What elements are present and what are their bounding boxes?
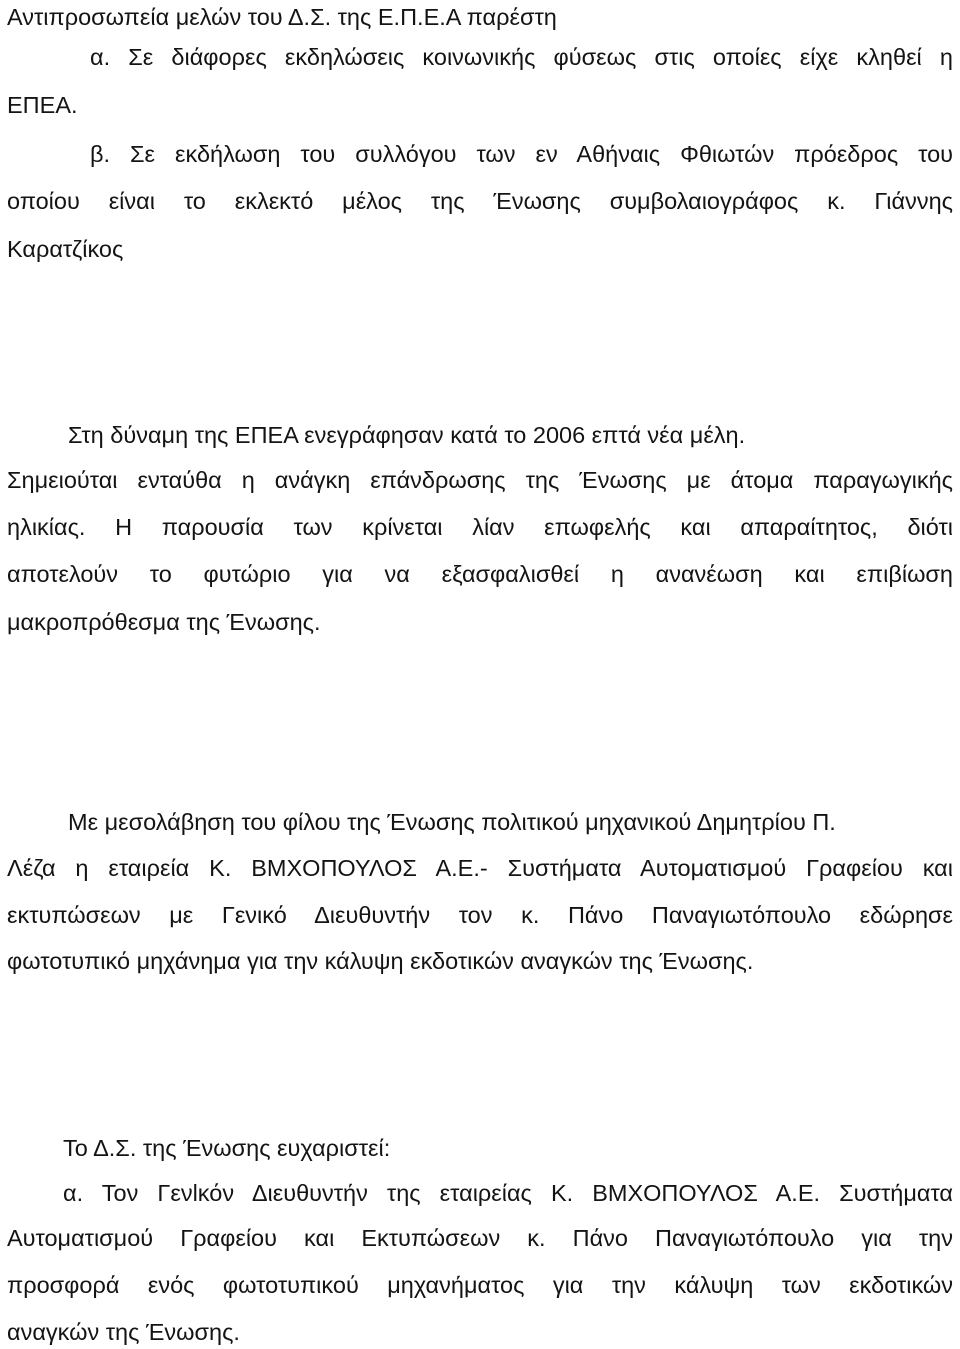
paragraph-line: Το Δ.Σ. της Ένωσης ευχαριστεί:: [63, 1135, 391, 1161]
paragraph-line: Σημειούται ενταύθα η ανάγκη επάνδρωσης της Ένωσης με άτομα παραγωγικής: [7, 467, 953, 493]
paragraph-line: αποτελούν το φυτώριο για να εξασφαλισθεί η ανανέωση και επιβίωση: [7, 561, 953, 587]
paragraph-line: Με μεσολάβηση του φίλου της Ένωσης πολιτικού μηχανικού Δημητρίου Π.: [68, 809, 836, 835]
paragraph-line: ΕΠΕΑ.: [7, 92, 78, 118]
paragraph-line: α. Τον Γενlκόν Διευθυντήν της εταιρείας Κ. ΒΜΧΟΠΟΥΛΟΣ Α.Ε. Συστήματα: [63, 1180, 953, 1206]
paragraph-line: αναγκών της Ένωσης.: [7, 1319, 240, 1345]
paragraph-line: οποίου είναι το εκλεκτό μέλος της Ένωσης συμβολαιογράφος κ. Γιάννης: [7, 188, 953, 214]
paragraph-line: β. Σε εκδήλωση του συλλόγου των εν Αθήναις Φθιωτών πρόεδρος του: [90, 141, 953, 167]
paragraph-line: φωτοτυπικό μηχάνημα για την κάλυψη εκδοτικών αναγκών της Ένωσης.: [7, 948, 754, 974]
paragraph-line: Στη δύναμη της ΕΠΕΑ ενεγράφησαν κατά το 2006 επτά νέα μέλη.: [68, 422, 746, 448]
paragraph-line: μακροπρόθεσμα της Ένωσης.: [7, 609, 321, 635]
paragraph-line: εκτυπώσεων με Γενικό Διευθυντήν τον κ. Πάνο Παναγιωτόπουλο εδώρησε: [7, 902, 953, 928]
section-heading: Αντιπροσωπεία μελών του Δ.Σ. της Ε.Π.Ε.Α παρέστη: [7, 4, 557, 30]
paragraph-line: Λέζα η εταιρεία Κ. ΒΜΧΟΠΟΥΛΟΣ Α.Ε.- Συστήματα Αυτοματισμού Γραφείου και: [7, 855, 953, 881]
paragraph-line: α. Σε διάφορες εκδηλώσεις κοινωνικής φύσεως στις οποίες είχε κληθεί η: [90, 44, 953, 70]
paragraph-line: Καρατζίκος: [7, 236, 124, 262]
paragraph-line: Αυτοματισμού Γραφείου και Εκτυπώσεων κ. Πάνο Παναγιωτόπουλο για την: [7, 1225, 953, 1251]
paragraph-line: προσφορά ενός φωτοτυπικού μηχανήματος για την κάλυψη των εκδοτικών: [7, 1272, 953, 1298]
paragraph-line: ηλικίας. Η παρουσία των κρίνεται λίαν επωφελής και απαραίτητος, διότι: [7, 514, 953, 540]
